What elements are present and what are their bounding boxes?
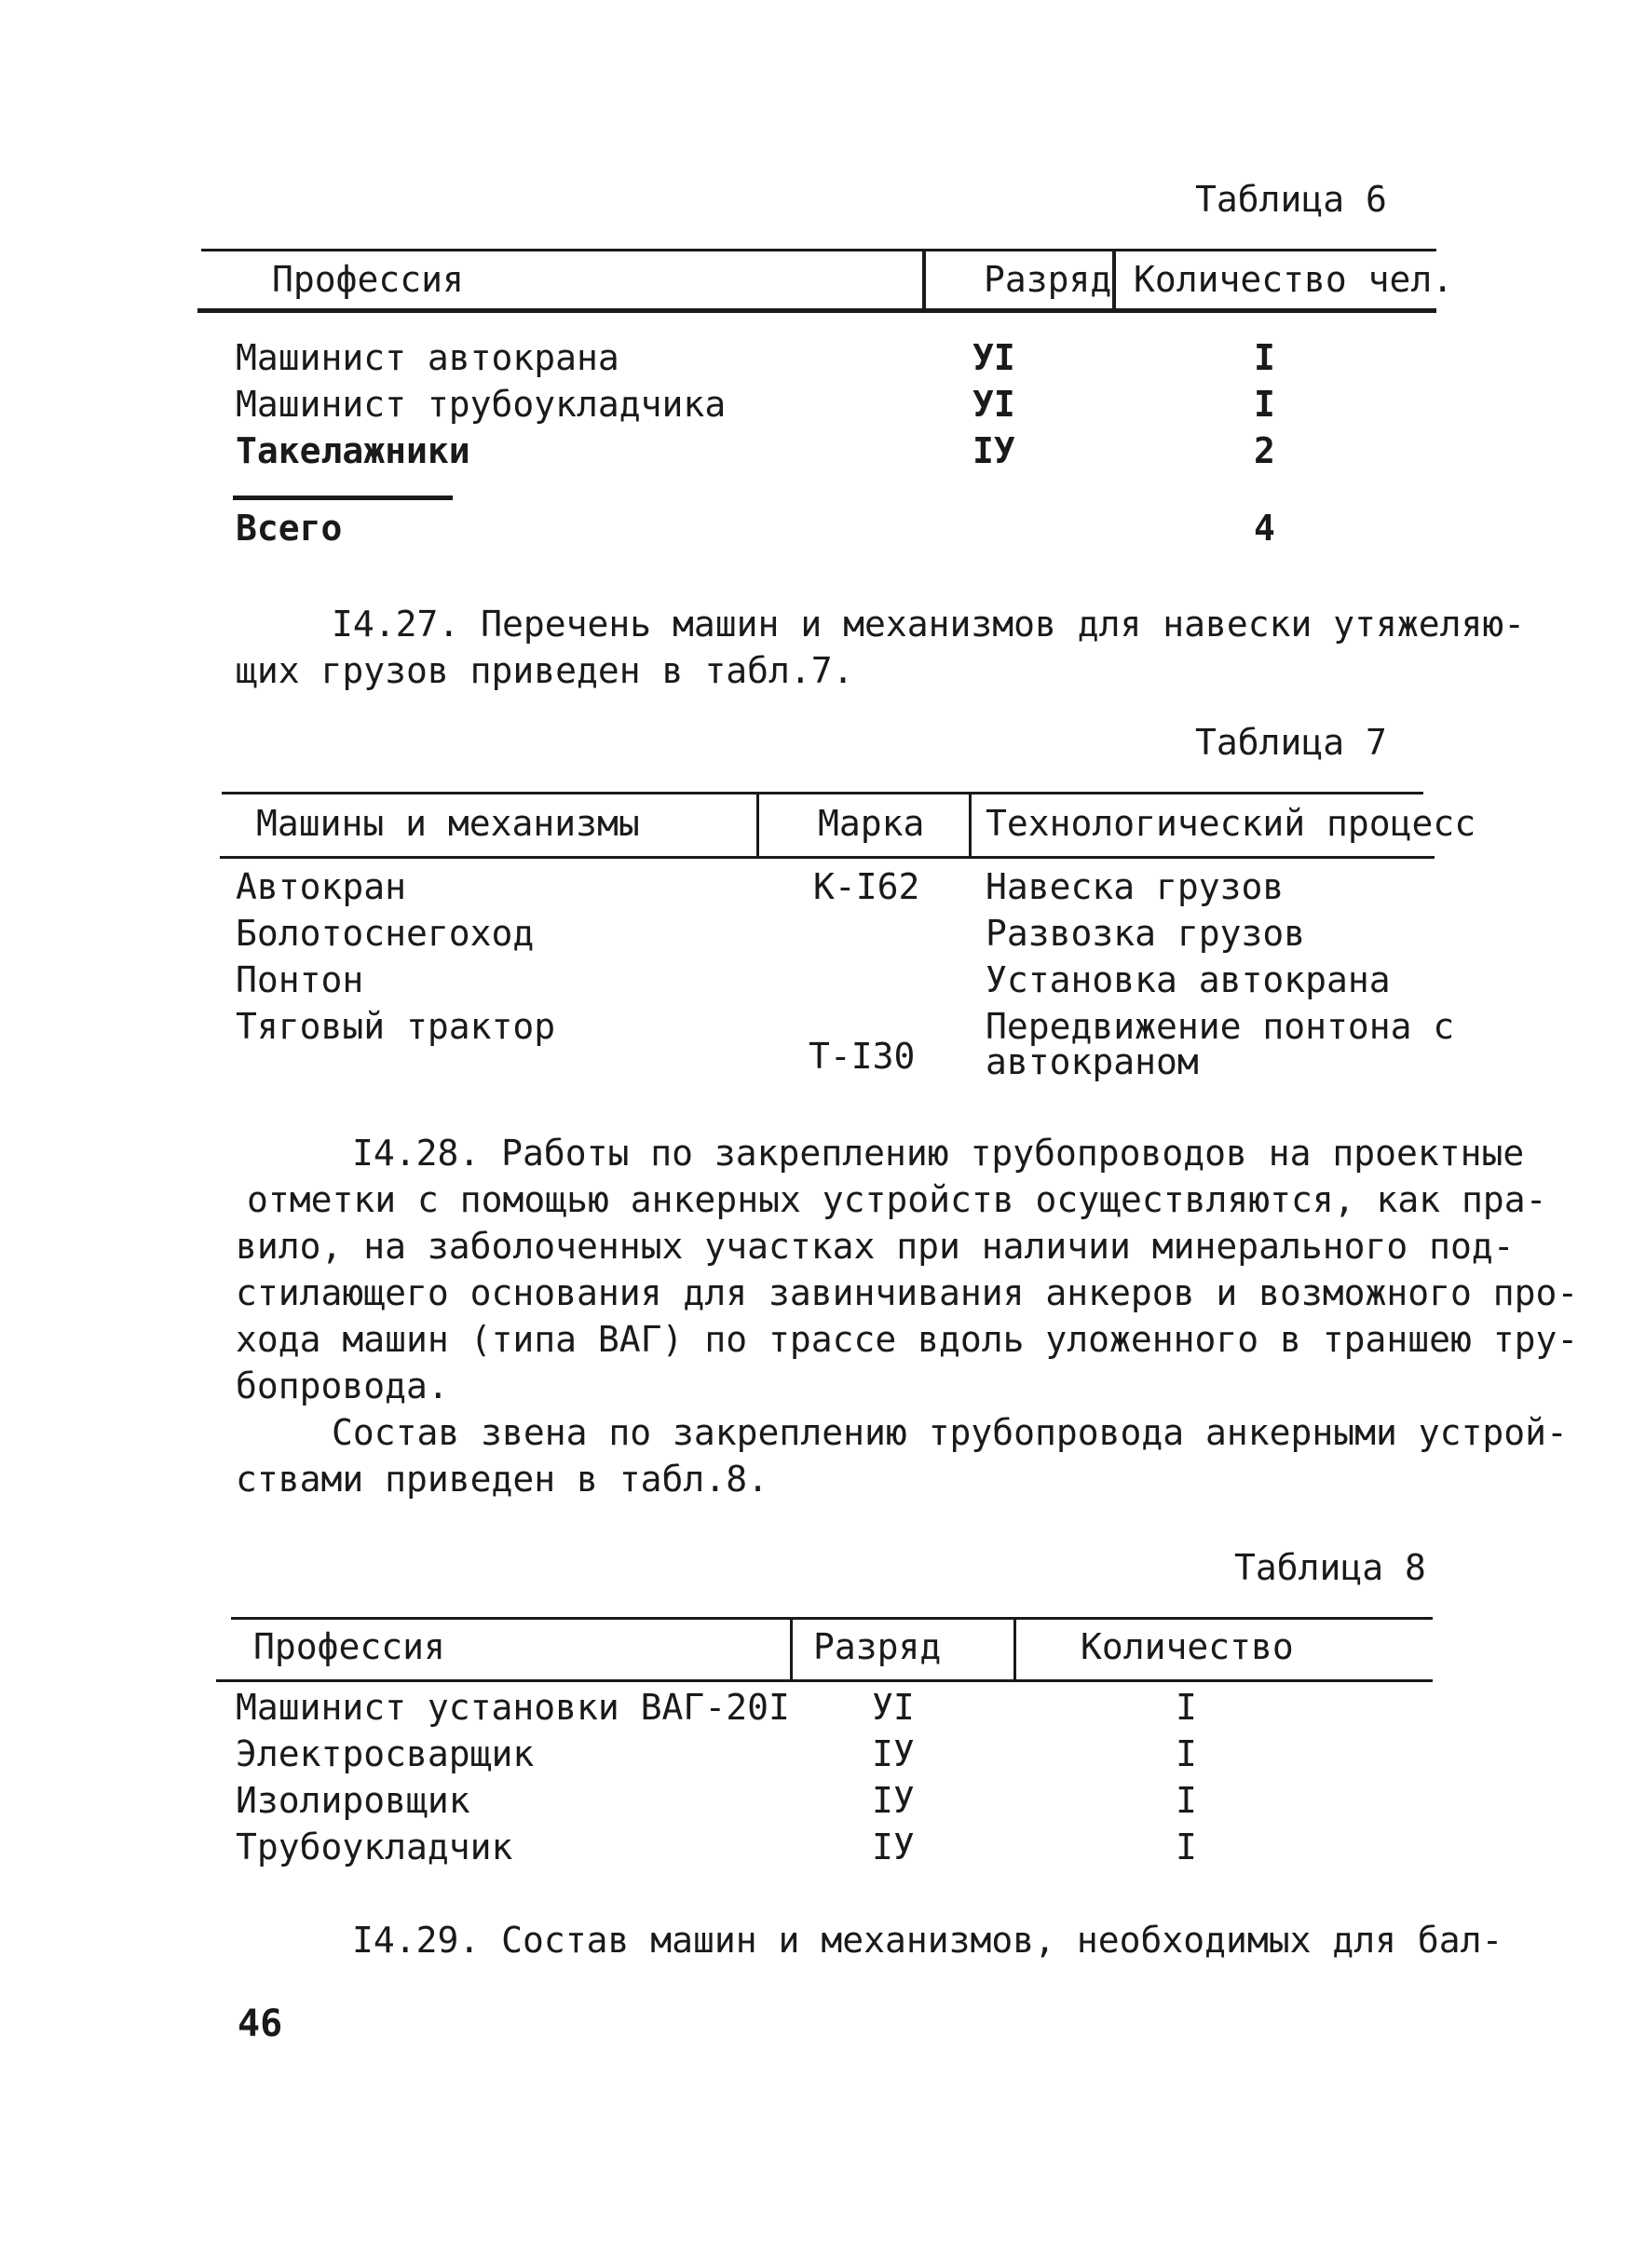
table6-col-divider-1	[922, 249, 926, 312]
table7-col-divider-1	[756, 792, 759, 857]
table7-row-4-machine: Тяговый трактор	[236, 1006, 556, 1047]
table8-caption: Таблица 8	[1234, 1547, 1426, 1588]
table8-row-3-profession: Изолировщик	[236, 1780, 470, 1821]
table7-row-1-process: Навеска грузов	[986, 866, 1285, 907]
table7-row-1-mark: К-I62	[813, 866, 920, 907]
table8-row-4-count: I	[1176, 1827, 1197, 1867]
table8-row-2-profession: Электросварщик	[236, 1733, 535, 1774]
table8-header-count: Количество	[1081, 1626, 1294, 1667]
paragraph-14-27-line-1: I4.27. Перечень машин и механизмов для навески утяжеляю-	[332, 604, 1526, 645]
paragraph-14-28-line-6: бопровода.	[236, 1365, 449, 1406]
table6-header-count: Количество чел.	[1134, 259, 1454, 300]
table8-row-1-profession: Машинист установки ВАГ-20I	[236, 1687, 790, 1728]
table7-row-4-process-line-2: автокраном	[986, 1041, 1199, 1082]
table6-header-profession: Профессия	[272, 259, 464, 300]
table8-row-2-grade: IУ	[872, 1733, 915, 1774]
table6-row-2-count: I	[1254, 384, 1275, 425]
paragraph-14-28-line-1: I4.28. Работы по закреплению трубопроводов на проектные	[352, 1133, 1525, 1174]
table6-header-rule	[197, 308, 1436, 313]
table6-row-1-profession: Машинист автокрана	[236, 337, 619, 378]
table8-row-1-count: I	[1176, 1687, 1197, 1728]
table6-row-2-grade: УI	[972, 384, 1015, 425]
table8-header-profession: Профессия	[253, 1626, 445, 1667]
table6-caption: Таблица 6	[1195, 179, 1387, 220]
table6-total-rule	[233, 496, 453, 500]
table8-row-3-count: I	[1176, 1780, 1197, 1821]
table8-row-1-grade: УI	[872, 1687, 915, 1728]
table8-row-4-profession: Трубоукладчик	[236, 1827, 513, 1867]
table6-total-value: 4	[1254, 508, 1275, 549]
paragraph-14-28-line-5: хода машин (типа ВАГ) по трассе вдоль уложенного в траншею тру-	[236, 1319, 1579, 1360]
table8-top-rule	[231, 1617, 1433, 1620]
table7-row-2-machine: Болотоснегоход	[236, 913, 535, 954]
table6-row-3-count: 2	[1254, 430, 1275, 471]
paragraph-composition-line-2: ствами приведен в табл.8.	[236, 1459, 768, 1500]
table6-row-3-profession: Такелажники	[236, 430, 470, 471]
table8-col-divider-2	[1013, 1617, 1016, 1680]
table7-top-rule	[222, 792, 1423, 794]
paragraph-14-28-line-3: вило, на заболоченных участках при наличии минерального под-	[236, 1226, 1515, 1267]
table6-header-grade: Разряд	[984, 259, 1112, 300]
table6-row-1-grade: УI	[972, 337, 1015, 378]
table6-top-rule	[201, 249, 1436, 251]
paragraph-14-29-line-1: I4.29. Состав машин и механизмов, необходимых для бал-	[352, 1920, 1503, 1961]
paragraph-14-27-line-2: щих грузов приведен в табл.7.	[236, 650, 854, 691]
table7-row-3-machine: Понтон	[236, 959, 364, 1000]
table6-col-divider-2	[1112, 249, 1116, 312]
table7-row-4-process-line-1: Передвижение понтона с	[986, 1006, 1455, 1047]
table7-header-rule	[220, 856, 1435, 859]
table7-header-process: Технологический процесс	[986, 803, 1476, 844]
table8-row-4-grade: IУ	[872, 1827, 915, 1867]
table7-header-machines: Машины и механизмы	[256, 803, 640, 844]
table8-col-divider-1	[790, 1617, 793, 1680]
table6-row-2-profession: Машинист трубоукладчика	[236, 384, 727, 425]
paragraph-14-28-line-2: отметки с помощью анкерных устройств осуществляются, как пра-	[247, 1179, 1547, 1220]
table7-row-4-mark: Т-I30	[809, 1036, 916, 1077]
table8-header-grade: Разряд	[813, 1626, 942, 1667]
page-number: 46	[238, 2003, 283, 2045]
table8-header-rule	[216, 1679, 1433, 1682]
table7-row-3-process: Установка автокрана	[986, 959, 1391, 1000]
paragraph-composition-line-1: Состав звена по закреплению трубопровода анкерными устрой-	[332, 1412, 1568, 1453]
table7-row-1-machine: Автокран	[236, 866, 407, 907]
table7-col-divider-2	[969, 792, 972, 857]
table8-row-2-count: I	[1176, 1733, 1197, 1774]
table6-total-label: Всего	[236, 508, 343, 549]
table6-row-3-grade: IУ	[972, 430, 1015, 471]
paragraph-14-28-line-4: стилающего основания для завинчивания анкеров и возможного про-	[236, 1272, 1579, 1313]
table7-caption: Таблица 7	[1195, 722, 1387, 763]
table7-row-2-process: Развозка грузов	[986, 913, 1306, 954]
table6-row-1-count: I	[1254, 337, 1275, 378]
table7-header-mark: Марка	[818, 803, 925, 844]
table8-row-3-grade: IУ	[872, 1780, 915, 1821]
